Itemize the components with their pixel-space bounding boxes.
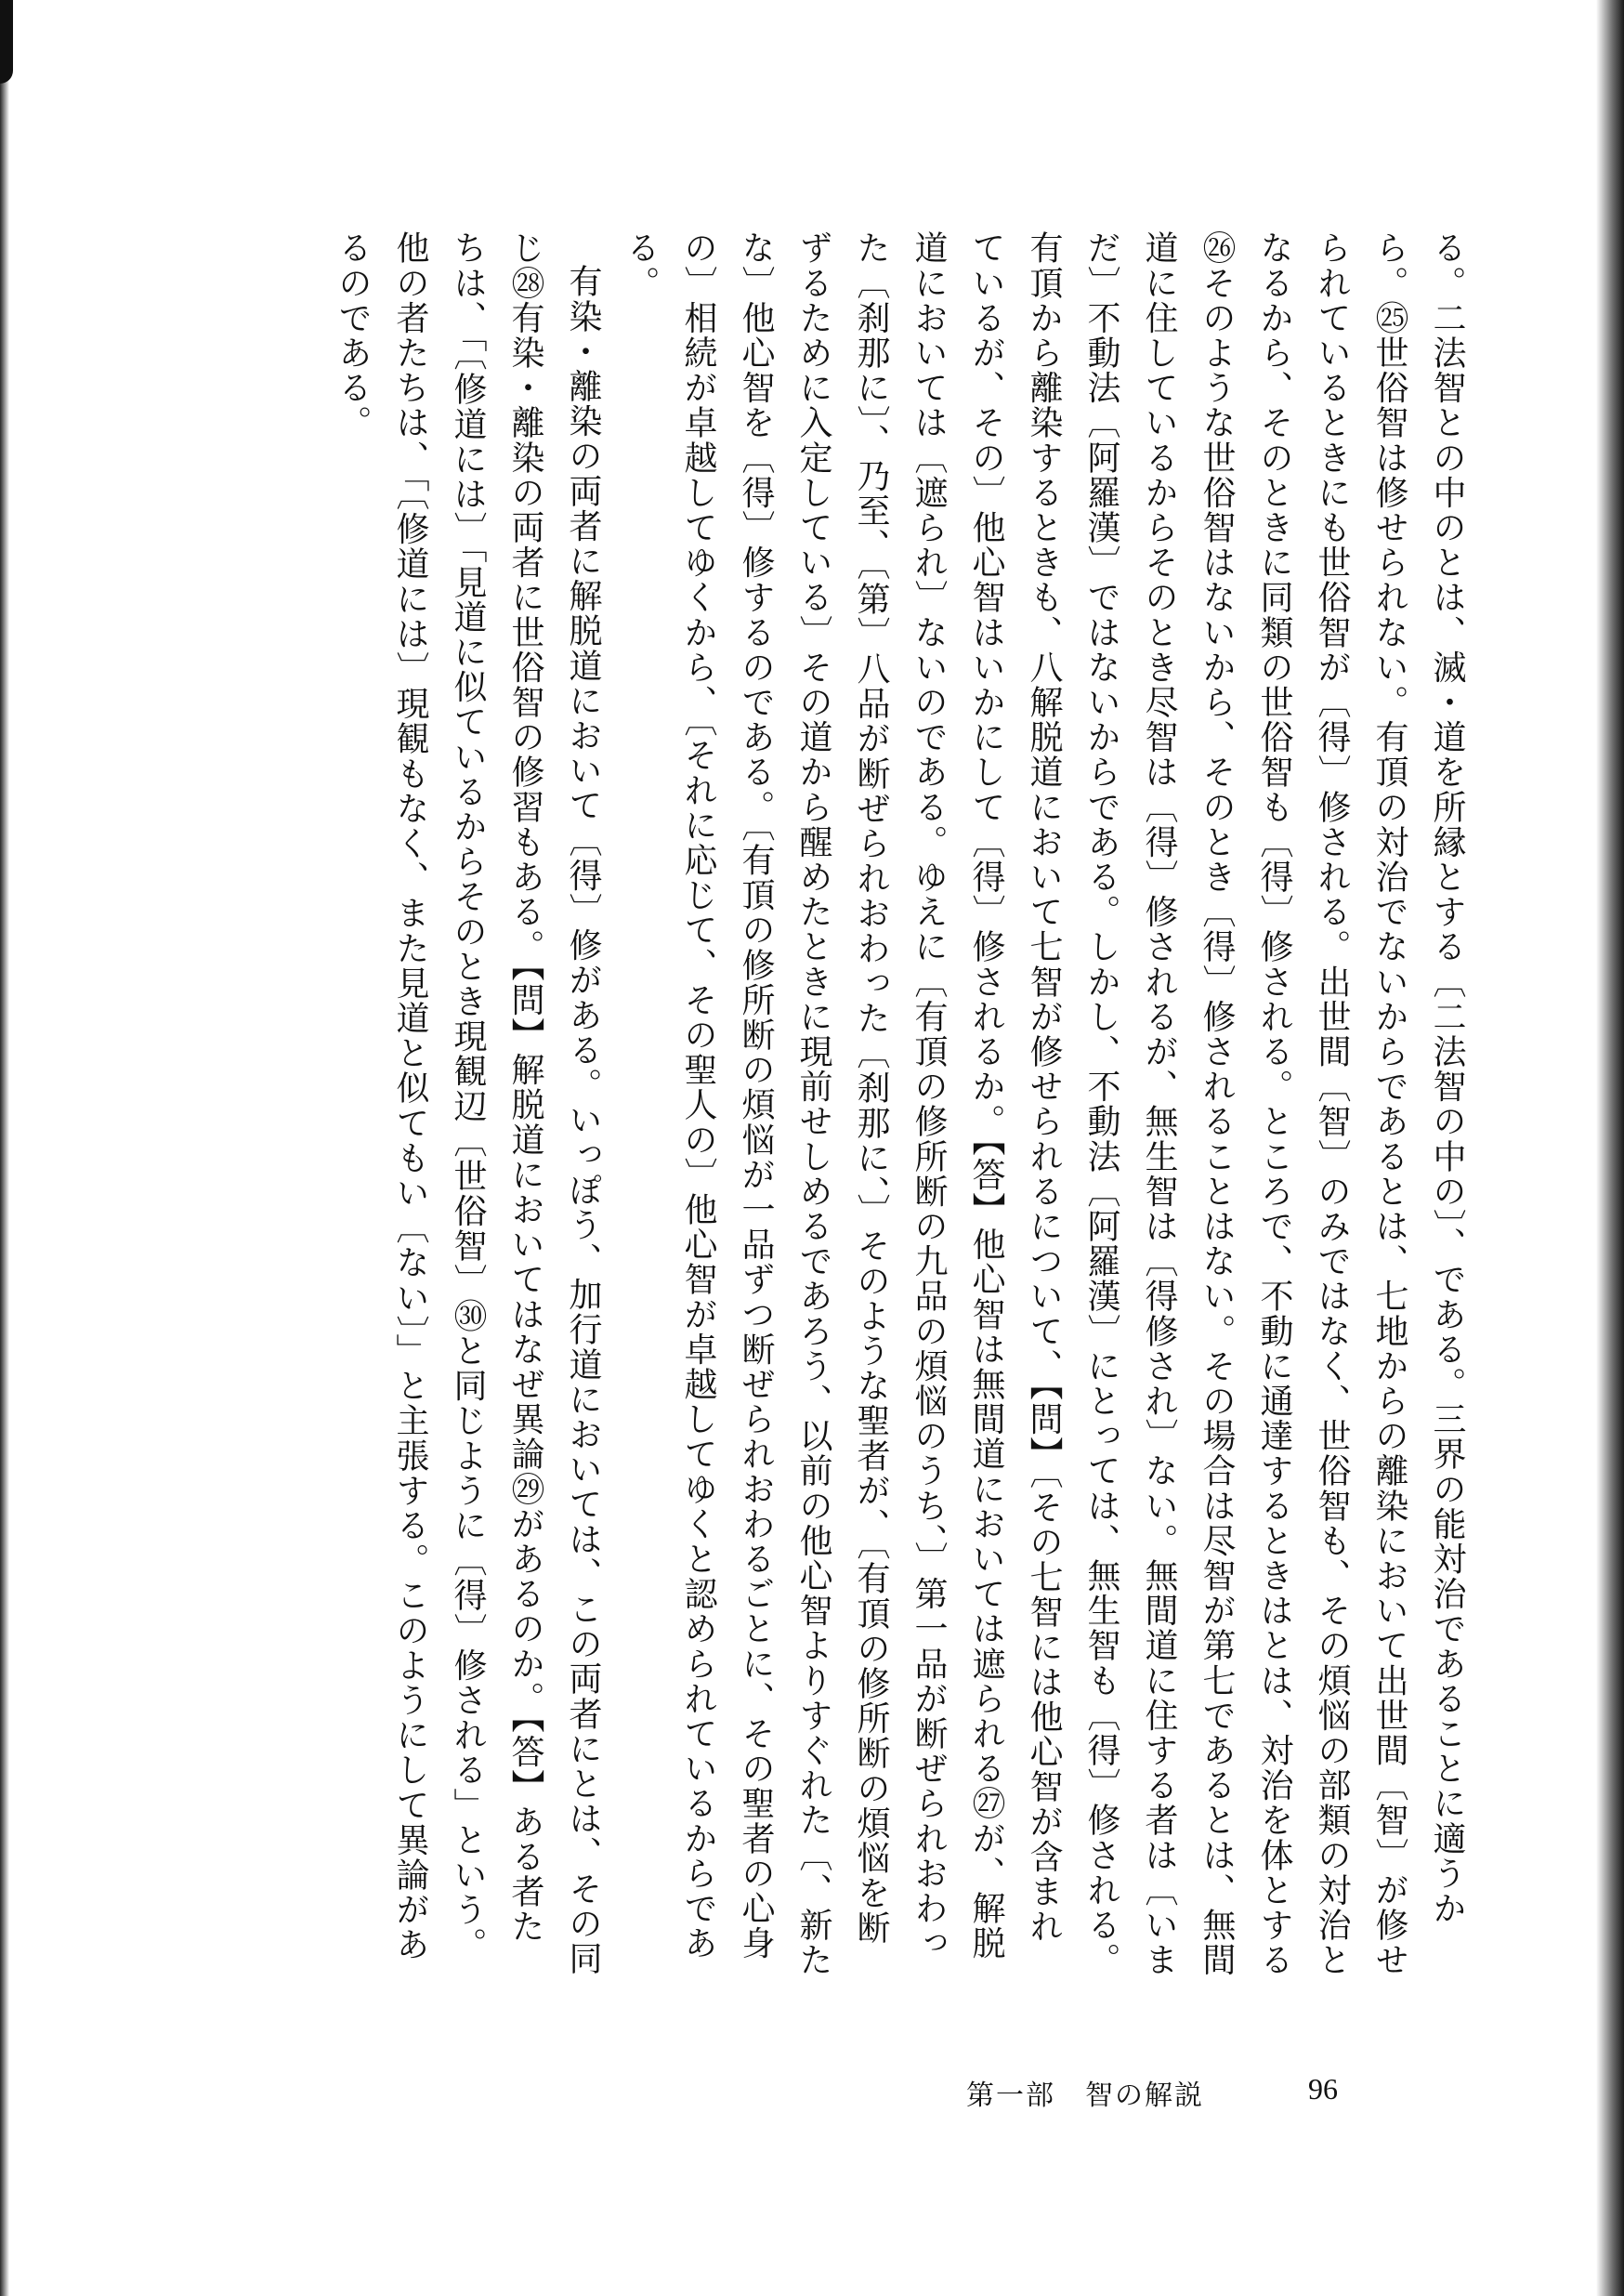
vertical-body-text (323, 230, 1475, 1977)
page-number: 96 (1308, 2072, 1338, 2106)
running-head: 第一部 智の解説 (966, 2080, 1204, 2112)
page-edge-shadow-right (1596, 0, 1624, 2296)
body-paragraph-2: 有染・離染の両者に解脱道において〔得〕修がある。いっぽう、加行道においては、この両者にとは、その同じ㉘有染・離染の両者に世俗智の修習もある。【問】解脱道においてはなぜ異論㉙があるのか。【答】ある者たちは、「〔修道には〕「見道に似ているからそのとき現観辺〔世俗智〕㉚と同じように〔得〕修される」という。他の者たちは、「〔修道には〕現観もなく、また見道と似てもい〔ない〕」と主張する。このようにして異論があるのである。 (334, 230, 602, 1976)
page-corner-shadow (0, 0, 13, 84)
page-edge-shadow-left (0, 0, 9, 2296)
body-paragraph-1: る。二法智との中のとは、滅・道を所縁とする〔二法智の中の〕、である。三界の能対治であることに適うから。㉕世俗智は修せられない。有頂の対治でないからであるとは、七地からの離染において出世間〔智〕が修せられているときにも世俗智が〔得〕修される。出世間〔智〕のみではなく、世俗智も、その煩悩の部類の対治となるから、そのときに同類の世俗智も〔得〕修される。ところで、不動に通達するときはとは、対治を体とする㉖そのような世俗智はないから、そのとき〔得〕修されることはない。その場合は尽智が第七であるとは、無間道に住しているからそのとき尽智は〔得〕修されるが、無生智は〔得修され〕ない。無間道に住する者は〔いまだ〕不動法〔阿羅漢〕ではないからである。しかし、不動法〔阿羅漢〕にとっては、無生智も〔得〕修される。有頂から離染するときも、八解脱道において七智が修せられるについて、【問】〔その七智には他心智が含まれているが、その〕他心智はいかにして〔得〕修されるか。【答】他心智は無間道においては遮られる㉗が、解脱道においては〔遮られ〕ないのである。ゆえに〔有頂の修所断の九品の煩悩のうち、〕第一品が断ぜられおわった〔刹那に〕、乃至、〔第〕八品が断ぜられおわった〔刹那に、〕そのような聖者が、〔有頂の修所断の煩悩を断ずるために入定している〕その道から醒めたときに現前せしめるであろう、以前の他心智よりすぐれた〔、新たな〕他心智を〔得〕修するのである。〔有頂の修所断の煩悩が一品ずつ断ぜられおわるごとに、その聖者の心身の〕相続が卓越してゆくから、〔それに応じて、その聖人の〕他心智が卓越してゆくと認められているからである。 (622, 230, 1466, 1977)
